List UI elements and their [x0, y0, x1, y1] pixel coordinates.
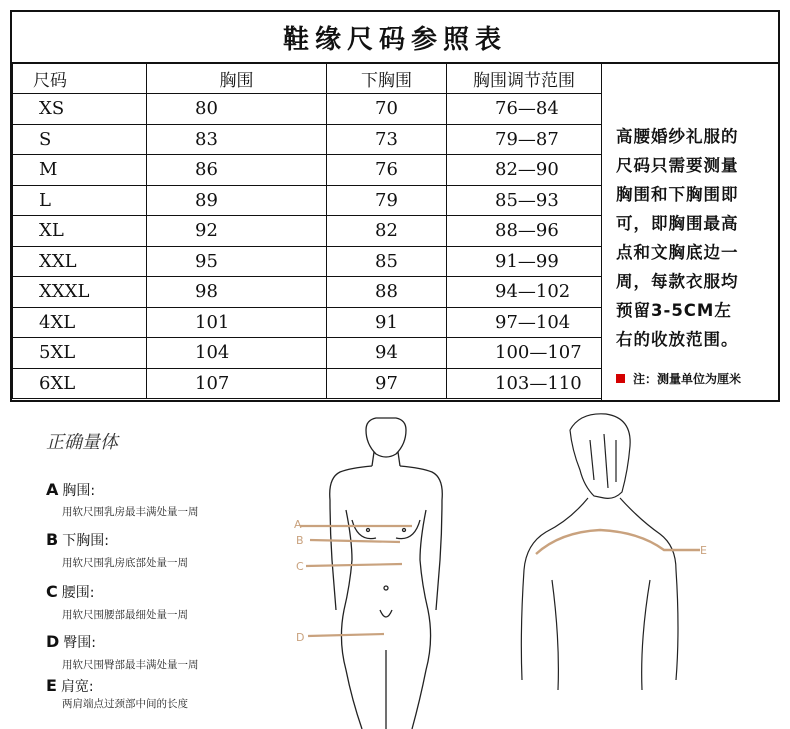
note-line: 尺码只需要测量 [616, 156, 739, 175]
cell-underbust: 97 [327, 368, 447, 399]
cell-bust-range: 88—96 [447, 216, 602, 247]
table-row [13, 216, 602, 247]
cell-bust-range: 82—90 [447, 155, 602, 186]
header-bust-range: 胸围调节范围 [447, 63, 602, 94]
label-c: C [296, 560, 304, 573]
cell-underbust: 76 [327, 155, 447, 186]
size-chart [10, 10, 780, 402]
cell-bust-range: 100—107 [447, 338, 602, 369]
cell-size: 4XL [13, 307, 147, 338]
note-line: 预留3-5CM左 [616, 301, 732, 320]
measurement-guide [0, 410, 790, 729]
back-figure-illustration [521, 414, 678, 690]
red-square-icon [616, 374, 625, 383]
cell-bust: 101 [147, 307, 327, 338]
label-e: E [700, 544, 707, 557]
measure-name: 下胸围: [62, 533, 109, 549]
cell-bust-range: 103—110 [447, 368, 602, 399]
table-header-row [13, 63, 602, 94]
table-row [13, 307, 602, 338]
measure-letter: A [46, 480, 59, 499]
measure-letter: E [46, 676, 57, 695]
cell-bust: 98 [147, 277, 327, 308]
table-row [13, 185, 602, 216]
measure-e-desc: 两肩端点过颈部中间的长度 [62, 698, 188, 710]
measure-name: 腰围: [61, 585, 95, 601]
measure-name: 臀围: [63, 635, 96, 651]
cell-bust-range: 94—102 [447, 277, 602, 308]
cell-bust: 104 [147, 338, 327, 369]
front-measure-lines [300, 526, 412, 636]
unit-note [616, 370, 741, 387]
note-line: 胸围和下胸围即 [616, 185, 739, 204]
cell-bust-range: 79—87 [447, 124, 602, 155]
header-underbust: 下胸围 [327, 63, 447, 94]
note-line: 点和文胸底边一 [616, 243, 739, 262]
table-row [13, 368, 602, 399]
note-line: 可，即胸围最高 [616, 214, 739, 233]
cell-underbust: 70 [327, 94, 447, 125]
cell-bust: 80 [147, 94, 327, 125]
measure-d-label [46, 632, 96, 652]
cell-underbust: 88 [327, 277, 447, 308]
shoulder-measure-line [536, 530, 700, 554]
cell-size: 6XL [13, 368, 147, 399]
cell-underbust: 79 [327, 185, 447, 216]
cell-size: L [13, 185, 147, 216]
cell-underbust: 82 [327, 216, 447, 247]
cell-size: 5XL [13, 338, 147, 369]
table-row [13, 246, 602, 277]
measure-letter: C [46, 582, 58, 601]
cell-bust-range: 85—93 [447, 185, 602, 216]
measure-letter: D [46, 632, 60, 651]
cell-bust-range: 91—99 [447, 246, 602, 277]
label-a: A [294, 518, 302, 531]
cell-bust: 107 [147, 368, 327, 399]
cell-size: XS [13, 94, 147, 125]
cell-size: M [13, 155, 147, 186]
cell-bust: 86 [147, 155, 327, 186]
table-row [13, 124, 602, 155]
size-table [12, 62, 602, 399]
cell-bust: 83 [147, 124, 327, 155]
label-b: B [296, 534, 304, 547]
measure-c-label [46, 582, 94, 602]
measure-name: 肩宽: [60, 679, 94, 695]
note-line: 高腰婚纱礼服的 [616, 127, 739, 146]
cell-underbust: 94 [327, 338, 447, 369]
cell-bust: 89 [147, 185, 327, 216]
table-row [13, 94, 602, 125]
measure-d-desc: 用软尺围臀部最丰满处量一周 [62, 659, 199, 671]
measure-c-desc: 用软尺围腰部最细处量一周 [62, 609, 188, 621]
cell-bust-range: 76—84 [447, 94, 602, 125]
table-row [13, 155, 602, 186]
header-bust: 胸围 [147, 63, 327, 94]
measure-b-label [46, 530, 109, 550]
unit-note-text: 注：测量单位为厘米 [633, 372, 742, 386]
measure-name: 胸围: [62, 483, 96, 499]
measure-a-desc: 用软尺围乳房最丰满处量一周 [62, 506, 199, 518]
measure-letter: B [46, 530, 59, 549]
note-line: 右的收放范围。 [616, 330, 739, 349]
table-row [13, 338, 602, 369]
front-figure-illustration [330, 418, 443, 729]
cell-size: S [13, 124, 147, 155]
chart-title: 鞋缘尺码参照表 [12, 12, 778, 64]
table-row [13, 277, 602, 308]
cell-bust: 95 [147, 246, 327, 277]
cell-underbust: 73 [327, 124, 447, 155]
cell-underbust: 91 [327, 307, 447, 338]
measure-b-desc: 用软尺围乳房底部处量一周 [62, 557, 188, 569]
cell-size: XXL [13, 246, 147, 277]
cell-size: XL [13, 216, 147, 247]
cell-bust-range: 97—104 [447, 307, 602, 338]
guide-title: 正确量体 [46, 432, 118, 453]
note-text [616, 122, 766, 354]
label-d: D [296, 631, 305, 644]
measure-e-label [46, 676, 94, 696]
cell-underbust: 85 [327, 246, 447, 277]
cell-bust: 92 [147, 216, 327, 247]
cell-size: XXXL [13, 277, 147, 308]
note-panel [601, 62, 778, 400]
note-line: 周，每款衣服均 [616, 272, 739, 291]
measure-a-label [46, 480, 95, 500]
header-size: 尺码 [13, 63, 147, 94]
